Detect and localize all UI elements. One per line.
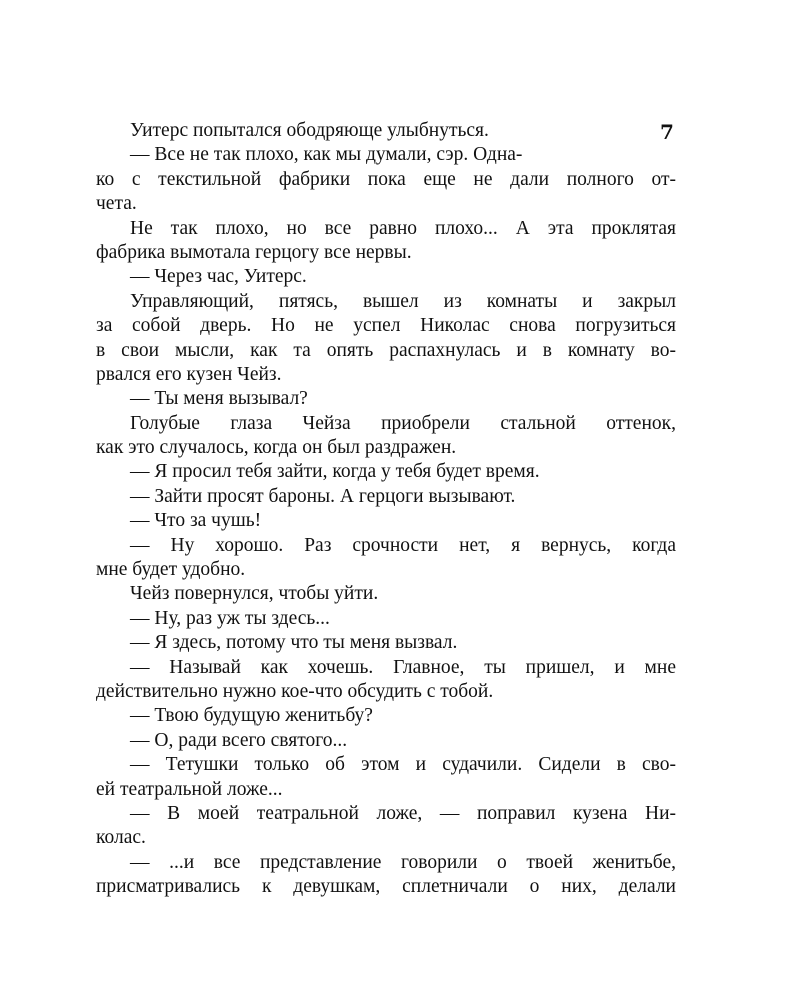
text-line: — Ну, раз уж ты здесь... [130,607,330,629]
body-text [96,119,676,900]
text-line: Уитерс попытался ободряюще улыбнуться. [130,120,489,141]
text-line: мне будет удобно. [96,559,246,581]
text-line: — Все не так плохо, как мы думали, сэр. Одна- [130,144,523,166]
text-line: — ...и все представление говорили о твоей женитьбе, [130,851,676,873]
text-line: фабрика вымотала герцогу все нервы. [96,241,412,263]
page-number: 7 [660,120,674,144]
text-line: — Я просил тебя зайти, когда у тебя будет время. [130,461,540,483]
text-line: Не так плохо, но все равно плохо... А эта проклятая [130,217,676,239]
text-line: — Зайти просят бароны. А герцоги вызывают. [130,485,516,507]
text-line: за собой дверь. Но не успел Николас снова погрузиться [96,315,676,337]
text-line: действительно нужно кое-что обсудить с тобой. [96,680,494,702]
text-line: ко с текстильной фабрики пока еще не дали полного от- [96,168,676,190]
text-line: как это случалось, когда он был раздражен. [96,437,457,459]
text-line: колас. [96,827,146,849]
text-line: — Твою будущую женитьбу? [130,705,373,727]
text-line: Управляющий, пятясь, вышел из комнаты и закрыл [130,290,676,312]
text-line: — О, ради всего святого... [130,729,348,751]
text-line: Голубые глаза Чейза приобрели стальной оттенок, [130,412,676,434]
text-line: чета. [96,193,137,215]
text-line: Чейз повернулся, чтобы уйти. [130,583,379,605]
text-line: рвался его кузен Чейз. [96,363,282,385]
text-line: — Ты меня вызывал? [130,388,308,410]
text-line: ей театральной ложе... [96,778,283,800]
text-line: — Тетушки только об этом и судачили. Сидели в сво- [130,754,676,776]
text-line: — Называй как хочешь. Главное, ты пришел, и мне [130,656,676,678]
text-line: в свои мысли, как та опять распахнулась и в комнату во- [96,339,676,361]
text-line: — Что за чушь! [130,510,262,532]
text-line: присматривались к девушкам, сплетничали о них, делали [96,876,676,898]
text-line: — Через час, Уитерс. [130,266,307,288]
text-line: — Ну хорошо. Раз срочности нет, я вернусь, когда [130,534,676,556]
text-line: — В моей театральной ложе, — поправил кузена Ни- [130,802,676,824]
text-line: — Я здесь, потому что ты меня вызвал. [130,632,458,654]
